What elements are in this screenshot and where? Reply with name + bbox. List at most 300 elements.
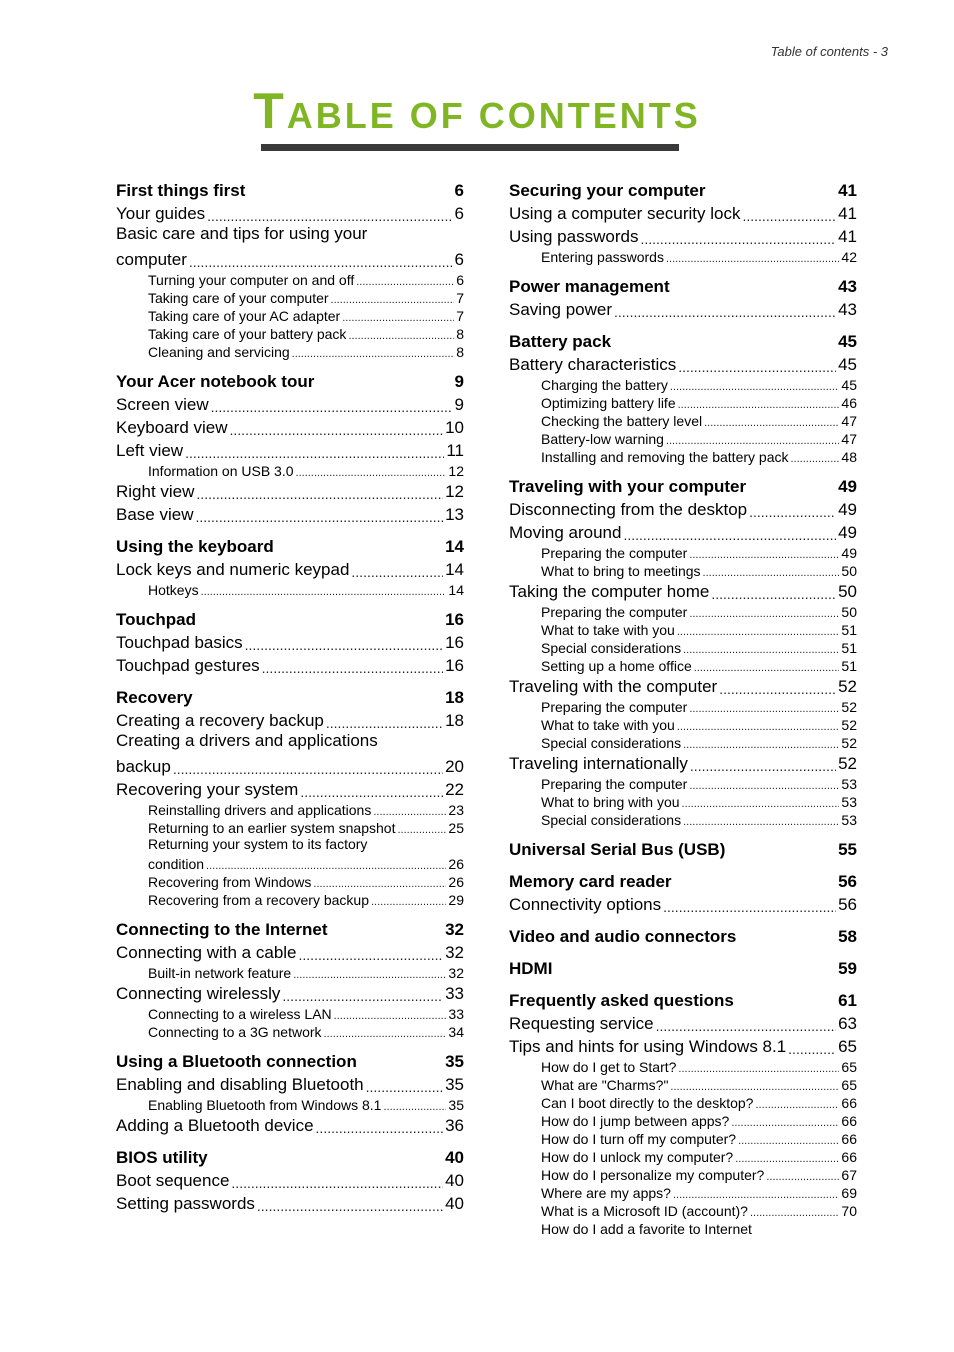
entry-title: Touchpad gestures — [116, 656, 260, 675]
toc-section-entry[interactable] — [116, 777, 464, 800]
entry-title: Creating a recovery backup — [116, 711, 324, 730]
chapter-page: 59 — [838, 959, 857, 978]
toc-subsection-entry[interactable] — [509, 1129, 857, 1147]
entry-title: Taking the computer home — [509, 582, 710, 601]
entry-title: Right view — [116, 482, 195, 501]
entry-page: 6 — [456, 272, 464, 288]
entry-page: 6 — [454, 204, 464, 223]
entry-title: Saving power — [509, 300, 613, 319]
toc-subsection-entry[interactable] — [116, 818, 464, 836]
toc-section-entry[interactable] — [116, 1072, 464, 1095]
leader-dots — [731, 1117, 839, 1129]
entry-title: How do I turn off my computer? — [541, 1131, 737, 1147]
entry-page: 32 — [445, 943, 464, 962]
entry-title-line1: Returning your system to its factory — [148, 836, 368, 852]
leader-dots — [788, 1041, 836, 1057]
toc-chapter-entry[interactable] — [116, 1145, 464, 1168]
entry-title: Touchpad basics — [116, 633, 243, 652]
entry-page: 43 — [838, 300, 857, 319]
toc-subsection-entry[interactable] — [116, 461, 464, 479]
leader-dots — [755, 1099, 839, 1111]
toc-subsection-entry[interactable] — [116, 1004, 464, 1022]
entry-page: 50 — [841, 604, 857, 620]
entry-title: Lock keys and numeric keypad — [116, 560, 350, 579]
toc-subsection-entry[interactable] — [509, 656, 857, 674]
toc-section-entry[interactable] — [509, 201, 857, 224]
toc-section-entry[interactable] — [509, 579, 857, 602]
entry-page: 66 — [841, 1095, 857, 1111]
chapter-title: Connecting to the Internet — [116, 920, 328, 939]
entry-title: Base view — [116, 505, 194, 524]
toc-chapter-entry[interactable] — [509, 988, 857, 1011]
entry-title: Tips and hints for using Windows 8.1 — [509, 1037, 787, 1056]
leader-dots — [293, 969, 446, 981]
chapter-page: 6 — [454, 181, 464, 200]
toc-chapter-entry[interactable] — [116, 1049, 464, 1072]
leader-dots — [689, 608, 839, 620]
toc-subsection-entry[interactable] — [509, 1093, 857, 1111]
entry-page: 41 — [838, 204, 857, 223]
title-divider — [261, 144, 679, 151]
entry-page: 8 — [456, 344, 464, 360]
entry-title: Disconnecting from the desktop — [509, 500, 748, 519]
toc-section — [509, 178, 857, 265]
toc-subsection-entry[interactable] — [509, 774, 857, 792]
leader-dots — [666, 435, 839, 447]
entry-page: 29 — [448, 892, 464, 908]
entry-page: 40 — [445, 1171, 464, 1190]
leader-dots — [711, 586, 836, 602]
toc-subsection-entry[interactable] — [116, 342, 464, 360]
entry-title: Screen view — [116, 395, 209, 414]
entry-title: Taking care of your battery pack — [148, 326, 347, 342]
leader-dots — [683, 739, 839, 751]
entry-page: 46 — [841, 395, 857, 411]
chapter-title: Touchpad — [116, 610, 196, 629]
toc-subsection-entry[interactable] — [116, 800, 464, 818]
entry-title: How do I add a favorite to Internet — [541, 1221, 752, 1237]
entry-title: Reinstalling drivers and applications — [148, 802, 372, 818]
entry-title: Recovering from Windows — [148, 874, 312, 890]
entry-title: Hotkeys — [148, 582, 199, 598]
leader-dots — [678, 359, 836, 375]
entry-title: Special considerations — [541, 812, 682, 828]
leader-dots — [397, 824, 446, 836]
entry-page: 13 — [445, 505, 464, 524]
toc-chapter-entry[interactable] — [116, 534, 464, 557]
chapter-title: Recovery — [116, 688, 193, 707]
entry-page: 52 — [838, 677, 857, 696]
leader-dots — [262, 660, 443, 676]
toc-subsection-entry[interactable] — [509, 733, 857, 751]
entry-title: Connecting with a cable — [116, 943, 297, 962]
chapter-title: Battery pack — [509, 332, 612, 351]
entry-title: Turning your computer on and off — [148, 272, 355, 288]
toc-section — [116, 607, 464, 676]
leader-dots — [231, 1175, 443, 1191]
leader-dots — [677, 721, 840, 733]
entry-page: 14 — [448, 582, 464, 598]
leader-dots — [206, 860, 446, 872]
entry-title: How do I get to Start? — [541, 1059, 677, 1075]
chapter-title: Frequently asked questions — [509, 991, 734, 1010]
entry-title: Built-in network feature — [148, 965, 292, 981]
toc-subsection-entry[interactable] — [116, 324, 464, 342]
toc-section-entry[interactable] — [116, 708, 464, 731]
toc-subsection-entry[interactable] — [116, 890, 464, 908]
entry-page: 22 — [445, 780, 464, 799]
entry-page: 11 — [446, 441, 464, 460]
leader-dots — [313, 878, 446, 890]
entry-page: 50 — [841, 563, 857, 579]
toc-section-entry[interactable] — [116, 438, 464, 461]
chapter-title: Using the keyboard — [116, 537, 274, 556]
toc-subsection-entry[interactable] — [116, 963, 464, 981]
chapter-page: 56 — [838, 872, 857, 891]
toc-section — [116, 685, 464, 908]
chapter-page: 32 — [445, 920, 464, 939]
toc-section-entry[interactable] — [509, 751, 857, 774]
leader-dots — [196, 486, 443, 502]
toc-subsection-entry[interactable] — [509, 1147, 857, 1165]
leader-dots — [766, 1171, 839, 1183]
toc-section-entry[interactable] — [116, 754, 464, 777]
toc-section — [116, 369, 464, 525]
chapter-page: 49 — [838, 477, 857, 496]
chapter-page: 55 — [838, 840, 857, 859]
leader-dots — [185, 445, 444, 461]
leader-dots — [735, 1153, 839, 1165]
toc-chapter-entry[interactable] — [509, 274, 857, 297]
toc-section-entry[interactable] — [116, 502, 464, 525]
entry-page: 49 — [838, 523, 857, 542]
toc-chapter-entry[interactable] — [509, 837, 857, 860]
leader-dots — [690, 758, 836, 774]
entry-title: Recovering from a recovery backup — [148, 892, 369, 908]
leader-dots — [257, 1198, 443, 1214]
entry-title: Special considerations — [541, 640, 682, 656]
toc-section-entry[interactable] — [116, 392, 464, 415]
entry-page: 56 — [838, 895, 857, 914]
entry-title: condition — [148, 856, 205, 872]
entry-page: 35 — [445, 1075, 464, 1094]
toc-subsection-entry[interactable] — [509, 1075, 857, 1093]
toc-section-entry[interactable] — [509, 1011, 857, 1034]
entry-title: Returning to an earlier system snapshot — [148, 820, 396, 836]
leader-dots — [719, 681, 836, 697]
entry-page: 51 — [841, 658, 857, 674]
entry-page: 16 — [445, 656, 464, 675]
toc-subsection-entry[interactable] — [509, 247, 857, 265]
toc-section-entry[interactable] — [509, 520, 857, 543]
entry-title: Preparing the computer — [541, 776, 688, 792]
toc-subsection-entry[interactable] — [509, 620, 857, 638]
entry-title: Taking care of your AC adapter — [148, 308, 341, 324]
entry-page: 65 — [841, 1077, 857, 1093]
toc-right-column — [509, 178, 857, 1246]
toc-subsection-entry[interactable] — [116, 270, 464, 288]
leader-dots — [342, 312, 454, 324]
entry-title-line1: Basic care and tips for using your — [116, 224, 368, 243]
leader-dots — [371, 896, 446, 908]
entry-title: Left view — [116, 441, 184, 460]
leader-dots — [351, 564, 443, 580]
toc-chapter-entry[interactable] — [509, 869, 857, 892]
toc-section-entry[interactable] — [116, 940, 464, 963]
toc-subsection-entry[interactable] — [509, 429, 857, 447]
toc-section — [116, 178, 464, 360]
entry-title: Where are my apps? — [541, 1185, 671, 1201]
toc-subsection-entry[interactable] — [509, 1165, 857, 1183]
toc-subsection-entry[interactable] — [116, 854, 464, 872]
toc-section-entry[interactable] — [509, 297, 857, 320]
chapter-title: BIOS utility — [116, 1148, 208, 1167]
toc-section — [509, 956, 857, 979]
leader-dots — [677, 626, 840, 638]
leader-dots — [614, 304, 836, 320]
toc-subsection-entry[interactable] — [509, 447, 857, 465]
toc-section — [116, 917, 464, 1040]
leader-dots — [670, 1081, 839, 1093]
entry-title: Taking care of your computer — [148, 290, 329, 306]
toc-chapter-entry[interactable] — [116, 685, 464, 708]
chapter-page: 40 — [445, 1148, 464, 1167]
leader-dots — [749, 504, 836, 520]
page-title — [0, 83, 954, 139]
toc-subsection-entry[interactable] — [509, 638, 857, 656]
entry-title: Battery characteristics — [509, 355, 677, 374]
entry-page: 52 — [841, 735, 857, 751]
entry-page: 40 — [445, 1194, 464, 1213]
toc-section-entry[interactable] — [509, 892, 857, 915]
toc-section-entry[interactable] — [116, 415, 464, 438]
entry-page: 45 — [841, 377, 857, 393]
entry-title: Enabling and disabling Bluetooth — [116, 1075, 364, 1094]
leader-dots — [623, 527, 836, 543]
chapter-title: Using a Bluetooth connection — [116, 1052, 357, 1071]
toc-subsection-entry[interactable] — [509, 543, 857, 561]
entry-title: Using a computer security lock — [509, 204, 741, 223]
toc-subsection-entry[interactable] — [509, 1111, 857, 1129]
toc-chapter-entry[interactable] — [509, 329, 857, 352]
leader-dots — [245, 637, 443, 653]
leader-dots — [738, 1135, 839, 1147]
entry-page: 66 — [841, 1149, 857, 1165]
toc-section — [509, 869, 857, 915]
chapter-page: 45 — [838, 332, 857, 351]
leader-dots — [366, 1079, 443, 1095]
entry-page: 12 — [445, 482, 464, 501]
toc-subsection-entry[interactable] — [116, 1022, 464, 1040]
entry-title: How do I unlock my computer? — [541, 1149, 734, 1165]
chapter-title: Securing your computer — [509, 181, 706, 200]
toc-section-entry[interactable] — [116, 1168, 464, 1191]
toc-chapter-entry[interactable] — [116, 369, 464, 392]
toc-section — [509, 988, 857, 1237]
toc-chapter-entry[interactable] — [116, 607, 464, 630]
toc-subsection-entry[interactable] — [116, 1095, 464, 1113]
entry-title: Information on USB 3.0 — [148, 463, 294, 479]
entry-page: 45 — [838, 355, 857, 374]
entry-title: Cleaning and servicing — [148, 344, 290, 360]
entry-page: 14 — [445, 560, 464, 579]
toc-subsection-entry[interactable] — [509, 393, 857, 411]
entry-title: Battery-low warning — [541, 431, 664, 447]
toc-subsection-entry[interactable] — [116, 288, 464, 306]
leader-dots — [673, 1189, 839, 1201]
toc-section-entry[interactable] — [116, 653, 464, 676]
entry-page: 16 — [445, 633, 464, 652]
toc-section-entry[interactable] — [116, 1113, 464, 1136]
toc-section-entry[interactable] — [116, 479, 464, 502]
leader-dots — [689, 549, 839, 561]
toc-chapter-entry[interactable] — [509, 924, 857, 947]
page-header: Table of contents - 3 — [770, 44, 888, 59]
entry-page: 10 — [445, 418, 464, 437]
entry-page: 65 — [841, 1059, 857, 1075]
entry-page: 36 — [445, 1116, 464, 1135]
leader-dots — [640, 231, 836, 247]
leader-dots — [296, 467, 447, 479]
entry-title: What to bring with you — [541, 794, 680, 810]
entry-title: Preparing the computer — [541, 545, 688, 561]
toc-subsection-entry[interactable] — [509, 1201, 857, 1219]
toc-left-column — [116, 178, 464, 1223]
toc-subsection-entry[interactable] — [509, 602, 857, 620]
entry-title: Setting passwords — [116, 1194, 255, 1213]
toc-chapter-entry[interactable] — [509, 956, 857, 979]
title-rest: ABLE OF CONTENTS — [286, 95, 701, 136]
toc-section-entry[interactable] — [509, 224, 857, 247]
toc-chapter-entry[interactable] — [116, 178, 464, 201]
toc-section-entry[interactable] — [509, 1034, 857, 1057]
entry-title: Recovering your system — [116, 780, 299, 799]
leader-dots — [656, 1018, 837, 1034]
chapter-page: 16 — [445, 610, 464, 629]
chapter-title: Your Acer notebook tour — [116, 372, 315, 391]
entry-page: 33 — [445, 984, 464, 1003]
entry-page: 32 — [448, 965, 464, 981]
entry-title: Connecting to a 3G network — [148, 1024, 322, 1040]
toc-subsection-entry[interactable] — [509, 1057, 857, 1075]
toc-section-entry[interactable] — [116, 201, 464, 224]
entry-page: 69 — [841, 1185, 857, 1201]
toc-chapter-entry[interactable] — [116, 917, 464, 940]
toc-section-entry[interactable] — [509, 352, 857, 375]
toc-section — [509, 474, 857, 828]
toc-section — [116, 534, 464, 598]
toc-subsection-entry[interactable] — [509, 715, 857, 733]
toc-chapter-entry[interactable] — [509, 178, 857, 201]
entry-page: 25 — [448, 820, 464, 836]
entry-title: What to take with you — [541, 622, 675, 638]
toc-subsection-entry[interactable] — [509, 411, 857, 429]
toc-section — [116, 1145, 464, 1214]
toc-subsection-entry[interactable] — [116, 580, 464, 598]
chapter-title: HDMI — [509, 959, 553, 978]
leader-dots — [334, 1010, 447, 1022]
toc-subsection-entry[interactable] — [116, 872, 464, 890]
leader-dots — [682, 798, 840, 810]
entry-page: 53 — [841, 812, 857, 828]
toc-section-entry[interactable] — [116, 247, 464, 270]
leader-dots — [195, 509, 443, 525]
toc-subsection-entry[interactable] — [509, 375, 857, 393]
entry-page: 23 — [448, 802, 464, 818]
entry-title: Checking the battery level — [541, 413, 703, 429]
leader-dots — [383, 1101, 446, 1113]
leader-dots — [331, 294, 455, 306]
entry-page: 49 — [841, 545, 857, 561]
entry-page: 51 — [841, 622, 857, 638]
chapter-page: 61 — [838, 991, 857, 1010]
chapter-title: First things first — [116, 181, 246, 200]
toc-section — [116, 1049, 464, 1136]
toc-subsection-entry[interactable] — [509, 561, 857, 579]
leader-dots — [173, 761, 443, 777]
toc-subsection-entry[interactable] — [509, 792, 857, 810]
entry-page: 33 — [448, 1006, 464, 1022]
leader-dots — [683, 644, 839, 656]
chapter-page: 41 — [838, 181, 857, 200]
entry-title: computer — [116, 250, 187, 269]
entry-title: Adding a Bluetooth device — [116, 1116, 314, 1135]
toc-section-entry[interactable] — [509, 497, 857, 520]
entry-page: 8 — [456, 326, 464, 342]
entry-page: 20 — [445, 757, 464, 776]
chapter-title: Traveling with your computer — [509, 477, 747, 496]
toc-subsection-entry[interactable] — [116, 306, 464, 324]
leader-dots — [666, 253, 839, 265]
toc-section-entry[interactable] — [509, 674, 857, 697]
entry-title: backup — [116, 757, 171, 776]
entry-title: How do I personalize my computer? — [541, 1167, 765, 1183]
leader-dots — [348, 330, 454, 342]
entry-page: 66 — [841, 1113, 857, 1129]
leader-dots — [670, 381, 840, 393]
toc-section — [509, 329, 857, 465]
toc-subsection-entry[interactable] — [509, 1219, 857, 1237]
toc-chapter-entry[interactable] — [509, 474, 857, 497]
entry-title: What to bring to meetings — [541, 563, 701, 579]
leader-dots — [678, 1063, 839, 1075]
toc-section-entry[interactable] — [116, 981, 464, 1004]
toc-section-entry[interactable] — [116, 1191, 464, 1214]
entry-title: Preparing the computer — [541, 604, 688, 620]
entry-page: 51 — [841, 640, 857, 656]
toc-section — [509, 837, 857, 860]
leader-dots — [189, 254, 453, 270]
entry-page: 66 — [841, 1131, 857, 1147]
toc-subsection-entry[interactable] — [509, 697, 857, 715]
chapter-title: Power management — [509, 277, 670, 296]
toc-subsection-entry[interactable] — [509, 1183, 857, 1201]
entry-page: 63 — [838, 1014, 857, 1033]
entry-title: Boot sequence — [116, 1171, 230, 1190]
leader-dots — [683, 816, 839, 828]
entry-page: 7 — [456, 290, 464, 306]
entry-page: 18 — [445, 711, 464, 730]
toc-section-entry[interactable] — [116, 630, 464, 653]
leader-dots — [703, 567, 840, 579]
toc-subsection-entry[interactable] — [509, 810, 857, 828]
entry-title: Installing and removing the battery pack — [541, 449, 789, 465]
entry-page: 49 — [838, 500, 857, 519]
title-first-letter: T — [253, 83, 287, 139]
entry-title: Traveling internationally — [509, 754, 688, 773]
toc-section-entry[interactable] — [116, 557, 464, 580]
leader-dots — [292, 348, 455, 360]
